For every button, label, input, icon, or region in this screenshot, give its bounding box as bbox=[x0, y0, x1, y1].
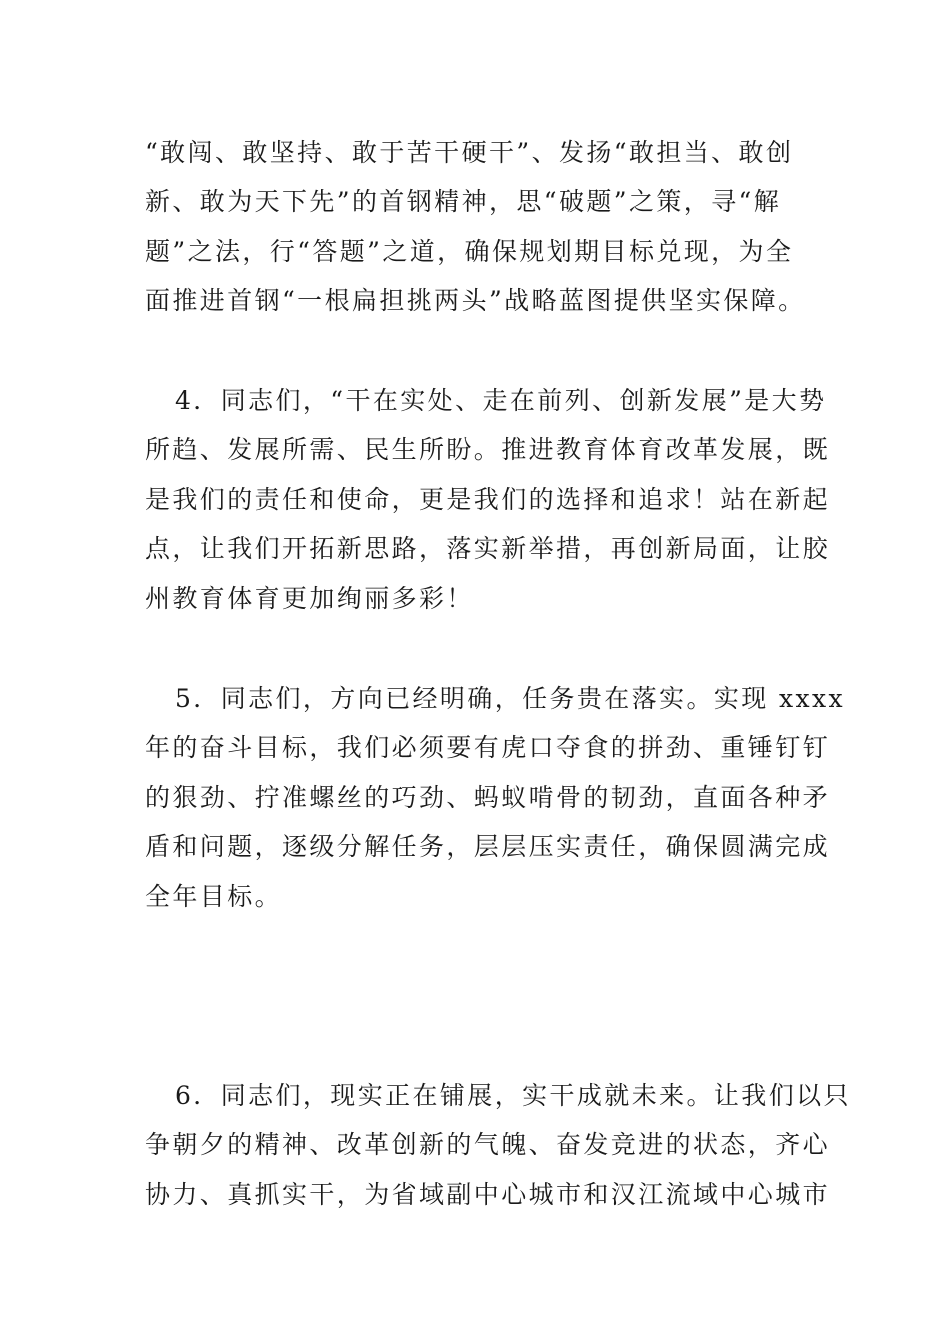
text-line: 年的奋斗目标，我们必须要有虎口夺食的拼劲、重锤钉钉 bbox=[145, 733, 831, 763]
paragraph-continuation bbox=[145, 128, 815, 326]
text-line: 是我们的责任和使命，更是我们的选择和追求！站在新起 bbox=[145, 484, 831, 514]
text-line: 争朝夕的精神、改革创新的气魄、奋发竞进的状态，齐心 bbox=[145, 1130, 831, 1160]
text-line: 盾和问题，逐级分解任务，层层压实责任，确保圆满完成 bbox=[145, 832, 831, 862]
text-line: 4．同志们，“干在实处、走在前列、创新发展”是大势 bbox=[175, 386, 827, 415]
text-line: 面推进首钢“一根扁担挑两头”战略蓝图提供坚实保障。 bbox=[145, 286, 806, 316]
text-line: “敢闯、敢坚持、敢于苦干硬干”、发扬“敢担当、敢创 bbox=[145, 138, 794, 167]
text-line: 全年目标。 bbox=[145, 881, 283, 911]
text-line: 6．同志们，现实正在铺展，实干成就未来。让我们以只 bbox=[175, 1081, 851, 1110]
text-line: 州教育体育更加绚丽多彩！ bbox=[145, 583, 474, 613]
text-line: 点，让我们开拓新思路，落实新举措，再创新局面，让胶 bbox=[145, 534, 831, 564]
paragraph-5 bbox=[145, 674, 846, 921]
text-line: 新、敢为天下先”的首钢精神，思“破题”之策，寻“解 bbox=[145, 187, 782, 217]
text-line: 5．同志们，方向已经明确，任务贵在落实。实现 xxxx bbox=[175, 684, 846, 713]
text-line: 协力、真抓实干，为省域副中心城市和汉江流域中心城市 bbox=[145, 1179, 831, 1209]
text-line: 所趋、发展所需、民生所盼。推进教育体育改革发展，既 bbox=[145, 435, 831, 465]
text-line: 的狠劲、拧准螺丝的巧劲、蚂蚁啃骨的韧劲，直面各种矛 bbox=[145, 782, 831, 812]
paragraph-4 bbox=[145, 376, 831, 623]
text-line: 题”之法，行“答题”之道，确保规划期目标兑现，为全 bbox=[145, 236, 794, 266]
paragraph-6 bbox=[145, 1071, 851, 1219]
